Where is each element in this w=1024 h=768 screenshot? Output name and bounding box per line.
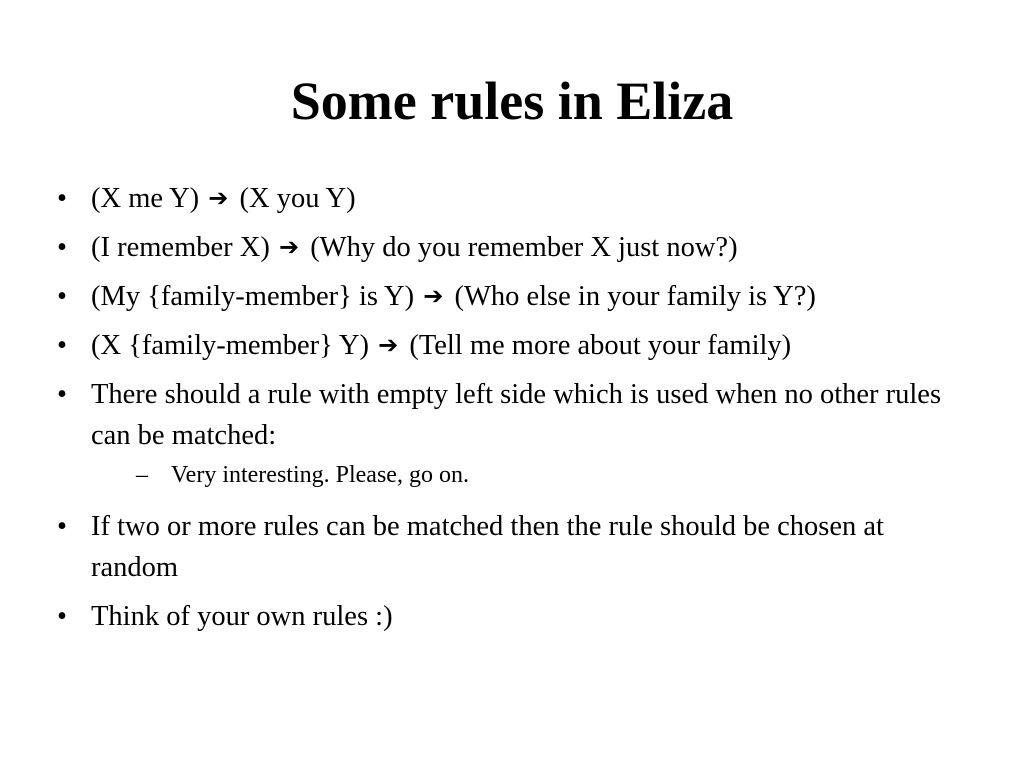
item-text: There should a rule with empty left side which is used when no other rules can be matched: <box>91 379 942 451</box>
sub-list <box>91 459 977 491</box>
own-rules-item <box>57 596 977 637</box>
bullet-icon: • <box>57 330 67 361</box>
bullet-icon: • <box>57 379 67 410</box>
item-text: Think of your own rules :) <box>91 601 393 632</box>
bullet-list <box>57 178 977 645</box>
bullet-icon: • <box>57 281 67 312</box>
random-rule-item <box>57 506 977 588</box>
rule-pattern: (X {family-member} Y) <box>91 330 369 361</box>
rule-response: (Why do you remember X just now?) <box>310 232 738 263</box>
rule-response: (Who else in your family is Y?) <box>454 281 816 312</box>
bullet-icon: • <box>57 232 67 263</box>
rule-item-1 <box>57 178 977 219</box>
rule-response: (X you Y) <box>239 183 356 214</box>
sub-item-text: Very interesting. Please, go on. <box>171 462 469 488</box>
rule-pattern: (X me Y) <box>91 183 200 214</box>
rule-pattern: (My {family-member} is Y) <box>91 281 415 312</box>
right-arrow-icon: ➔ <box>423 282 444 310</box>
sub-item <box>91 459 977 491</box>
right-arrow-icon: ➔ <box>378 331 399 359</box>
empty-rule-item <box>57 374 977 491</box>
rule-item-2 <box>57 227 977 268</box>
rule-response: (Tell me more about your family) <box>409 330 792 361</box>
bullet-icon: • <box>57 601 67 632</box>
right-arrow-icon: ➔ <box>278 233 300 261</box>
item-text: If two or more rules can be matched then the rule should be chosen at random <box>91 511 884 583</box>
bullet-icon: • <box>57 183 67 214</box>
rule-item-4 <box>57 325 977 366</box>
rule-item-3 <box>57 276 977 317</box>
dash-bullet-icon: – <box>136 462 148 488</box>
slide-title: Some rules in Eliza <box>290 71 734 131</box>
rule-pattern: (I remember X) <box>91 232 270 263</box>
bullet-icon: • <box>57 511 67 542</box>
right-arrow-icon: ➔ <box>208 184 229 212</box>
